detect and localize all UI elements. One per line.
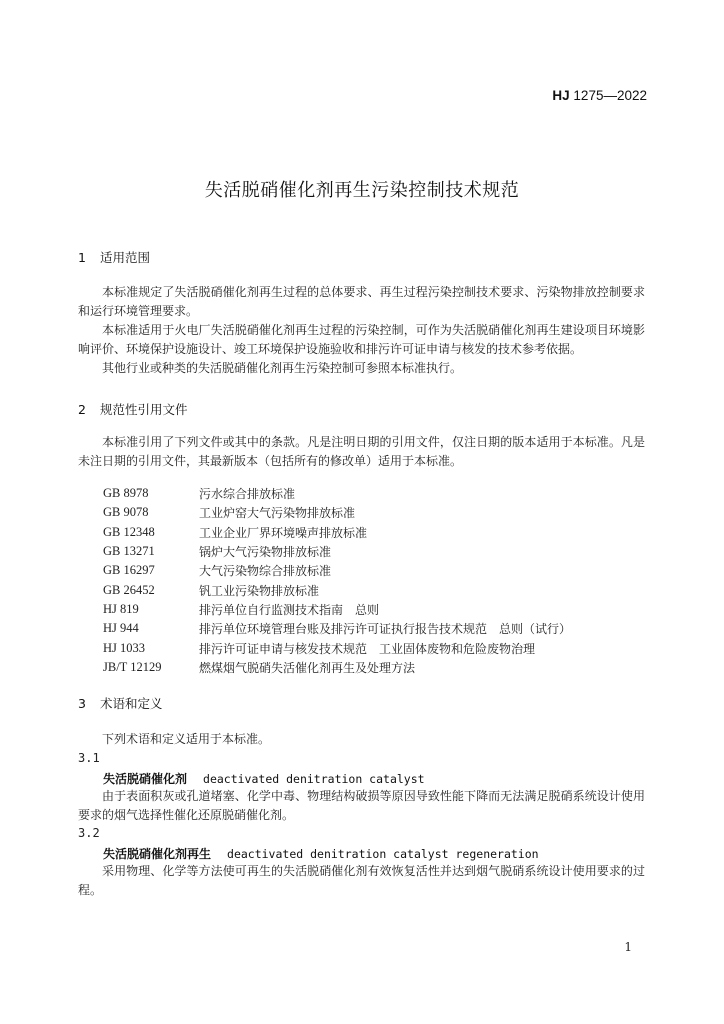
reference-row: [103, 523, 663, 542]
reference-row: [103, 542, 663, 561]
reference-code: GB 8978: [103, 486, 149, 501]
reference-title: 排污单位环境管理台账及排污许可证执行报告技术规范 总则（试行）: [199, 622, 572, 637]
reference-title: 工业炉窑大气污染物排放标准: [199, 506, 356, 521]
term-heading: [103, 770, 425, 787]
reference-code: GB 16297: [103, 563, 155, 578]
section-2-heading: [78, 400, 188, 418]
document-title: 失活脱硝催化剂再生污染控制技术规范: [204, 180, 520, 201]
standard-code: [552, 88, 647, 103]
reference-title: 燃煤烟气脱硝失活催化剂再生及处理方法: [199, 660, 416, 675]
section-3-heading: [78, 694, 163, 712]
page-number: 1: [624, 940, 632, 954]
reference-title: 污水综合排放标准: [199, 487, 296, 502]
section-1-para-3: 其他行业或种类的失活脱硝催化剂再生污染控制可参照本标准执行。: [102, 361, 463, 375]
reference-title: 钒工业污染物排放标准: [199, 583, 320, 598]
reference-title: 大气污染物综合排放标准: [199, 564, 332, 579]
reference-code: GB 13271: [103, 544, 155, 559]
section-title: 规范性引用文件: [99, 402, 188, 417]
reference-row: [103, 484, 663, 503]
reference-code: HJ 819: [103, 601, 139, 616]
reference-code: HJ 1033: [103, 640, 146, 655]
term-definition: 由于表面积灰或孔道堵塞、化学中毒、物理结构破损等原因导致性能下降而无法满足脱硝系统设计使用要求的烟气选择性催化还原脱硝催化剂。: [78, 789, 645, 822]
term-chinese: 失活脱硝催化剂再生: [103, 847, 212, 861]
section-title: 术语和定义: [99, 696, 163, 711]
reference-title: 工业企业厂界环境噪声排放标准: [199, 525, 368, 540]
section-title: 适用范围: [99, 250, 150, 265]
section-number: 2: [78, 402, 86, 417]
term-definition: 采用物理、化学等方法使可再生的失活脱硝催化剂有效恢复活性并达到烟气脱硝系统设计使用要求的过程。: [78, 864, 645, 897]
standard-code-number: 1275—2022: [573, 88, 647, 103]
reference-row: [103, 580, 663, 599]
term-heading: [103, 845, 539, 862]
section-number: 3: [78, 696, 86, 711]
reference-title: 排污许可证申请与核发技术规范 工业固体废物和危险废物治理: [199, 641, 536, 656]
reference-row: [103, 638, 663, 657]
reference-code: GB 26452: [103, 582, 155, 597]
term-english: deactivated denitration catalyst: [203, 772, 425, 786]
reference-code: HJ 944: [103, 621, 139, 636]
term-chinese: 失活脱硝催化剂: [103, 772, 188, 786]
reference-code: GB 12348: [103, 524, 155, 539]
section-2-para-1: 本标准引用了下列文件或其中的条款。凡是注明日期的引用文件，仅注日期的版本适用于本标准。凡是未注日期的引用文件，其最新版本（包括所有的修改单）适用于本标准。: [78, 435, 645, 468]
section-3-para-1: 下列术语和定义适用于本标准。: [102, 732, 271, 746]
term-number: 3.1: [78, 751, 100, 765]
reference-row: [103, 561, 663, 580]
reference-code: JB/T 12129: [103, 659, 162, 674]
section-1-heading: [78, 248, 150, 266]
section-1-para-1: 本标准规定了失活脱硝催化剂再生过程的总体要求、再生过程污染控制技术要求、污染物排放控制要求和运行环境管理要求。: [78, 285, 645, 318]
section-number: 1: [78, 250, 86, 265]
standard-code-prefix: HJ: [552, 88, 570, 103]
term-number: 3.2: [78, 826, 100, 840]
reference-row: [103, 503, 663, 522]
reference-code: GB 9078: [103, 505, 149, 520]
reference-title: 排污单位自行监测技术指南 总则: [199, 602, 380, 617]
reference-title: 锅炉大气污染物排放标准: [199, 545, 332, 560]
term-english: deactivated denitration catalyst regeneration: [227, 847, 539, 861]
section-1-para-2: 本标准适用于火电厂失活脱硝催化剂再生过程的污染控制，可作为失活脱硝催化剂再生建设项目环境影响评价、环境保护设施设计、竣工环境保护设施验收和排污许可证申请与核发的技术参考依据。: [78, 323, 645, 356]
reference-list: [103, 484, 663, 677]
reference-row: [103, 619, 663, 638]
reference-row: [103, 658, 663, 677]
reference-row: [103, 600, 663, 619]
